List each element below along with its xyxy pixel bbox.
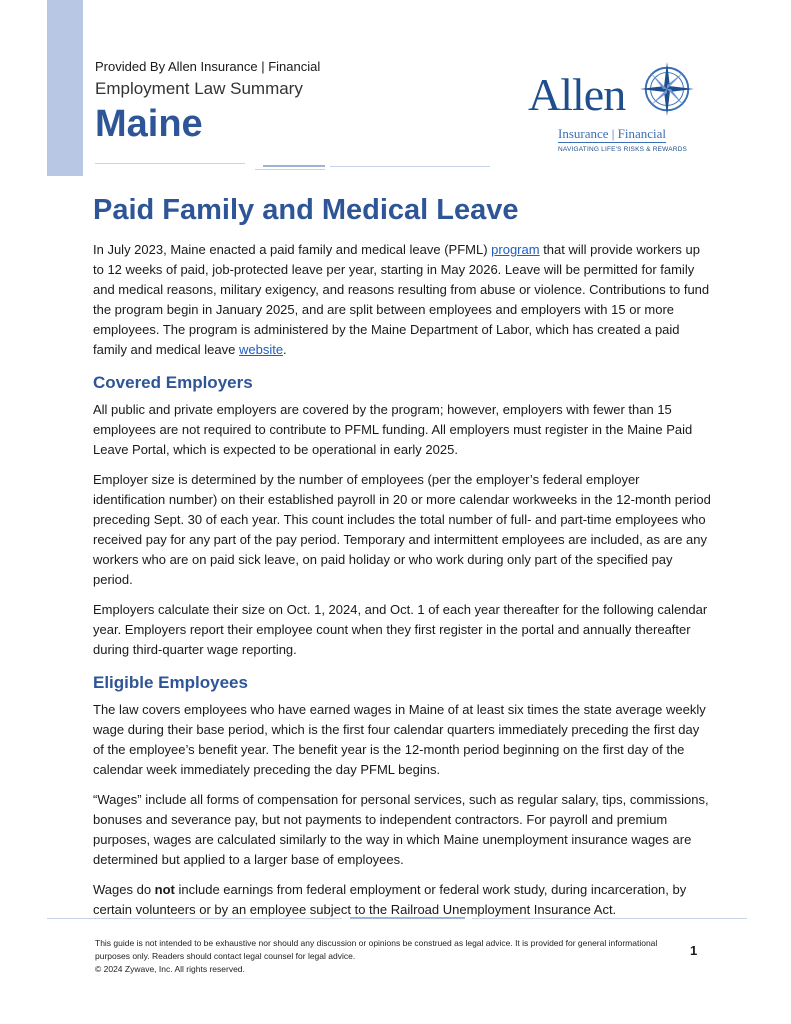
website-link[interactable]: website [238, 342, 284, 357]
document-subtitle: Employment Law Summary [95, 79, 303, 98]
wages-text-1: Wages do [93, 882, 155, 897]
covered-paragraph-3: Employers calculate their size on Oct. 1, 2024, and Oct. 1 of each year thereafter for the following calendar year. Employers report their employee count when they first register in the portal and annually thereafter during third-quarter wage reporting. [93, 602, 708, 657]
main-content [93, 190, 713, 930]
intro-text-3: . [283, 342, 287, 357]
intro-text-2: that will provide workers up to 12 weeks of paid, job-protected leave per year, starting in May 2026. Leave will be permitted for family and medical reasons, military exigency, and reasons resulting from abuse or violence. Contributions to fund the program begin in January 2025, and are split between employees and employers with 15 or more employees. The program is administered by the Maine Department of Labor, which has created a paid family and medical leave [93, 242, 710, 357]
footer-divider [47, 915, 747, 925]
logo-wordmark: Allen [528, 69, 626, 120]
eligible-paragraph-2: “Wages” include all forms of compensation for personal services, such as regular salary, tips, commissions, bonuses and severance pay, but not payments to independent contractors. For payroll and premium purposes, wages are calculated similarly to the way in which Maine unemployment insurance wages are determined but applied to a larger base of employees. [93, 792, 709, 867]
header-accent-bar [47, 0, 83, 176]
logo-subtitle: Insurance | Financial [558, 126, 667, 141]
logo-tagline: NAVIGATING LIFE'S RISKS & REWARDS [558, 146, 688, 153]
document-header [95, 58, 515, 146]
covered-employers-heading: Covered Employers [93, 373, 253, 392]
disclaimer-text: This guide is not intended to be exhaustive nor should any discussion or opinions be construed as legal advice. It is provided for general informational purposes only. Readers should contact legal counsel for legal advice. [95, 938, 658, 961]
allen-logo [528, 60, 708, 160]
logo-divider [558, 142, 666, 143]
wages-text-2: include earnings from federal employment or federal work study, during incarceration, by certain volunteers or by an employee subject to the Railroad Unemployment Insurance Act. [93, 882, 687, 917]
program-link[interactable]: program [491, 242, 540, 257]
page-number: 1 [690, 943, 698, 958]
footer-disclaimer [95, 937, 675, 976]
provided-by-line [95, 58, 515, 76]
intro-text-1: In July 2023, Maine enacted a paid family and medical leave (PFML) [93, 242, 492, 257]
eligible-paragraph-3 [93, 880, 713, 920]
copyright-text: © 2024 Zywave, Inc. All rights reserved. [95, 964, 245, 974]
page-title: Paid Family and Medical Leave [93, 194, 519, 226]
eligible-employees-heading: Eligible Employees [93, 673, 248, 692]
compass-rose-icon [638, 60, 696, 118]
header-divider [95, 163, 493, 175]
eligible-paragraph-1: The law covers employees who have earned wages in Maine of at least six times the state average weekly wage during their base period, which is the first four calendar quarters immediately preceding the first day of the employee’s benefit year. The benefit year is the 12-month period beginning on the first day of the calendar week immediately preceding the day PFML begins. [93, 702, 706, 777]
provided-by-prefix: Provided By [95, 59, 168, 74]
state-title: Maine [95, 103, 203, 145]
covered-paragraph-2: Employer size is determined by the number of employees (per the employer’s federal employer identification number) on their established payroll in 20 or more calendar workweeks in the 12-month period preceding Sept. 30 of each year. This count includes the total number of full- and part-time employees who received pay for any part of the pay period. Temporary and intermittent employees are included, as are any workers who are on paid sick leave, on paid holiday or who work during only part of the specified pay period. [93, 472, 711, 587]
wages-not-emphasis: not [154, 882, 175, 897]
covered-paragraph-1: All public and private employers are covered by the program; however, employers with fewer than 15 employees are not required to contribute to PFML funding. All employers must register in the Maine Paid Leave Portal, which is expected to be operational in early 2025. [93, 402, 693, 457]
intro-paragraph [93, 240, 713, 360]
provider-name: Allen Insurance | Financial [168, 59, 321, 74]
